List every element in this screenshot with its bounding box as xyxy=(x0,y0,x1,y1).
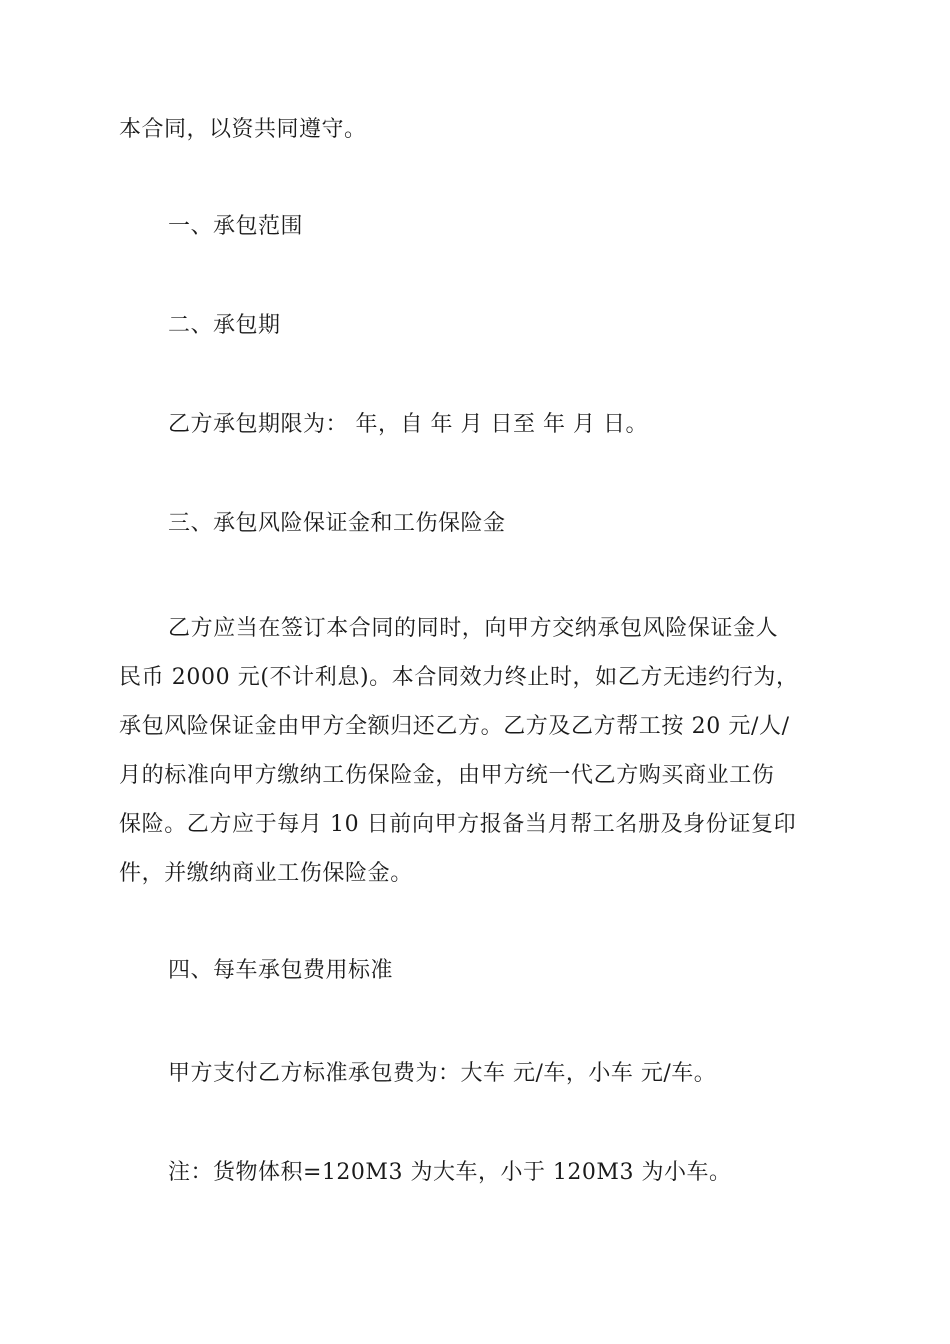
paragraph-line: 承包风险保证金由甲方全额归还乙方。乙方及乙方帮工按 20 元/人/ xyxy=(119,714,790,739)
fee-standard-text: 甲方支付乙方标准承包费为：大车 元/车，小车 元/车。 xyxy=(168,1061,717,1086)
section-heading-scope: 一、承包范围 xyxy=(168,214,304,239)
term-duration-text: 乙方承包期限为： 年，自 年 月 日至 年 月 日。 xyxy=(168,412,648,437)
paragraph-line: 民币 2000 元(不计利息)。本合同效力终止时，如乙方无违约行为， xyxy=(119,665,799,690)
note-text: 注：货物体积=120M3 为大车，小于 120M3 为小车。 xyxy=(168,1160,732,1185)
section-heading-fee: 四、每车承包费用标准 xyxy=(168,958,394,983)
paragraph-line: 件，并缴纳商业工伤保险金。 xyxy=(119,861,413,886)
deposit-paragraph xyxy=(119,604,834,898)
paragraph-line: 保险。乙方应于每月 10 日前向甲方报备当月帮工名册及身份证复印 xyxy=(119,812,797,837)
contract-intro-tail: 本合同，以资共同遵守。 xyxy=(119,117,367,142)
paragraph-line: 乙方应当在签订本合同的同时，向甲方交纳承包风险保证金人 xyxy=(168,616,779,641)
section-heading-deposit: 三、承包风险保证金和工伤保险金 xyxy=(168,511,506,536)
section-heading-term: 二、承包期 xyxy=(168,313,281,338)
paragraph-line: 月的标准向甲方缴纳工伤保险金，由甲方统一代乙方购买商业工伤 xyxy=(119,763,775,788)
